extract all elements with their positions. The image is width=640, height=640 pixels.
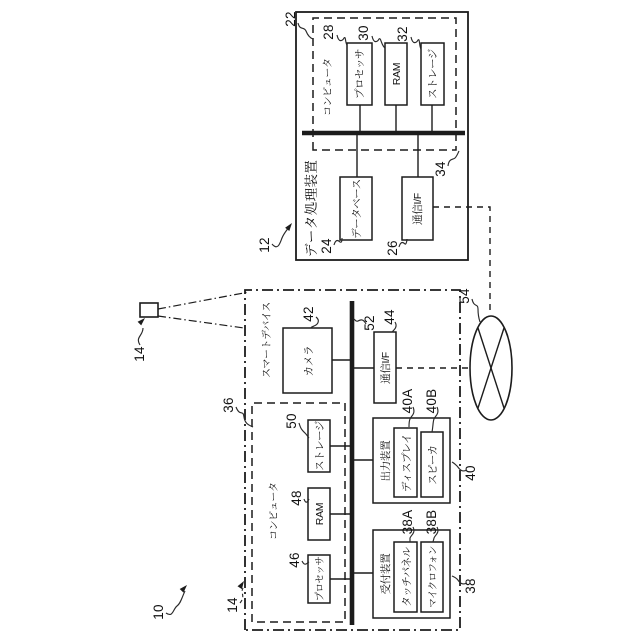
ref-dp-storage-32: 32 xyxy=(395,26,410,42)
sd-touch-panel-label: タッチパネル xyxy=(401,547,413,607)
sd-microphone-label: マイクロフォン xyxy=(428,546,439,608)
dp-storage-label: ストレージ xyxy=(427,49,439,99)
leader-network-54 xyxy=(472,299,480,322)
ref-dp-ram-30: 30 xyxy=(356,25,371,41)
sd-storage-label: ストレージ xyxy=(314,421,326,471)
ref-sd-touch-panel-38A: 38A xyxy=(400,509,415,535)
sd-processor-label: プロセッサ xyxy=(315,556,326,602)
dp-ram-label: RAM xyxy=(391,62,403,86)
sd-reception-device-title: 受付装置 xyxy=(380,553,392,595)
projection-line-right xyxy=(158,292,249,309)
ref-sd-ram-48: 48 xyxy=(289,490,304,506)
sd-computer-box xyxy=(252,403,345,622)
ref-sd-reception-38: 38 xyxy=(463,578,478,594)
leader-system-10 xyxy=(166,591,185,614)
leader-smart-device-14 xyxy=(240,588,243,603)
smart-device-title: スマートデバイス xyxy=(262,302,273,378)
arrowhead-system-10 xyxy=(180,585,187,593)
ref-sd-processor-46: 46 xyxy=(287,552,302,568)
dp-database-label: データベース xyxy=(351,179,363,239)
projection-line-left xyxy=(158,316,244,328)
ref-sd-computer-36: 36 xyxy=(221,397,236,413)
ref-dp-computer-22: 22 xyxy=(283,11,298,27)
ref-sd-microphone-38B: 38B xyxy=(424,509,439,535)
ref-smart-device-14: 14 xyxy=(225,597,240,613)
leader-dp-processor-28 xyxy=(337,35,347,45)
sd-speaker-label: スピーカ xyxy=(427,445,439,485)
data-processing-device-title: データ処理装置 xyxy=(304,159,319,257)
dp-processor-label: プロセッサ xyxy=(354,49,366,99)
ref-sd-output-40: 40 xyxy=(463,465,478,481)
ref-sd-bus-52: 52 xyxy=(362,315,377,331)
ref-system-10: 10 xyxy=(151,604,166,620)
ref-sd-display-40A: 40A xyxy=(400,388,415,414)
sd-computer-title: コンピュータ xyxy=(269,482,280,540)
ref-sd-comm-if-44: 44 xyxy=(382,309,397,325)
leader-dp-bus-34 xyxy=(448,151,459,166)
leader-phone-14 xyxy=(138,328,143,345)
ref-dp-database-24: 24 xyxy=(319,238,334,254)
sd-comm-if-label: 通信I/F xyxy=(380,352,392,384)
dp-comm-if-label: 通信I/F xyxy=(412,193,424,225)
ref-sd-camera-42: 42 xyxy=(301,306,316,322)
sd-ram-label: RAM xyxy=(314,502,326,526)
leader-dp-storage-32 xyxy=(411,37,421,49)
ref-dp-comm-if-26: 26 xyxy=(385,240,400,256)
ref-network-54: 54 xyxy=(457,288,472,304)
arrowhead-smart-device-14 xyxy=(238,581,245,589)
ref-data-processing-12: 12 xyxy=(257,237,272,253)
leader-dp-ram-30 xyxy=(372,36,385,48)
arrowhead-data-processing-12 xyxy=(285,223,292,231)
ref-sd-storage-50: 50 xyxy=(284,413,299,429)
ref-phone-14: 14 xyxy=(132,346,147,362)
leader-data-processing-12 xyxy=(272,227,289,247)
ref-dp-bus-34: 34 xyxy=(433,161,448,177)
sd-camera-label: カメラ xyxy=(303,345,315,377)
sd-output-device-title: 出力装置 xyxy=(380,440,392,482)
arrowhead-phone-14 xyxy=(138,318,145,325)
ref-sd-speaker-40B: 40B xyxy=(424,388,439,414)
leader-dp-computer-22 xyxy=(298,23,313,39)
dp-computer-title: コンピュータ xyxy=(323,58,334,116)
smart-device-phone-icon xyxy=(140,303,158,317)
sd-display-label: ディスプレイ xyxy=(401,433,413,493)
ref-dp-processor-28: 28 xyxy=(321,24,336,40)
